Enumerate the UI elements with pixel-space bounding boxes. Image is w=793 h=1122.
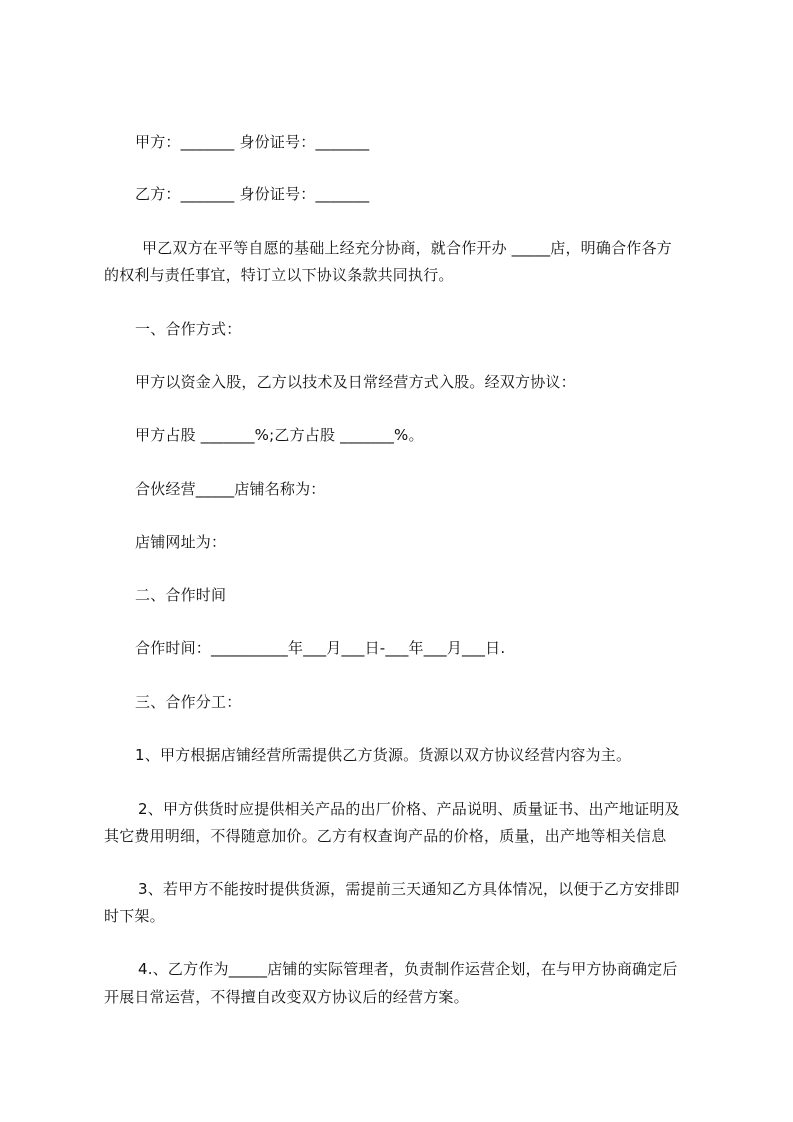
party-b-line: 乙方：_______ 身份证号：_______ (135, 185, 370, 203)
party-a-line: 甲方：_______ 身份证号：_______ (135, 133, 370, 151)
item-3-line-1: 3、若甲方不能按时提供货源，需提前三天通知乙方具体情况，以便于乙方安排即 (138, 880, 680, 898)
item-4-line-2: 开展日常运营，不得擅自改变双方协议后的经营方案。 (104, 988, 469, 1006)
intro-line-1: 甲乙双方在平等自愿的基础上经充分协商，就合作开办 _____店，明确合作各方 (142, 239, 672, 257)
item-2-line-1: 2、甲方供货时应提供相关产品的出厂价格、产品说明、质量证书、出产地证明及 (138, 800, 680, 818)
cooperation-period-line: 合作时间：__________年___月___日-___年___月___日. (135, 639, 506, 657)
item-3-line-2: 时下架。 (104, 907, 165, 925)
store-url-line: 店铺网址为： (135, 533, 227, 551)
item-2-line-2: 其它费用明细，不得随意加价。乙方有权查询产品的价格，质量，出产地等相关信息 (104, 827, 667, 845)
section-3-title: 三、合作分工： (135, 693, 242, 711)
item-1-line-1: 1、甲方根据店铺经营所需提供乙方货源。货源以双方协议经营内容为主。 (135, 746, 632, 764)
intro-line-2: 的权利与责任事宜，特订立以下协议条款共同执行。 (104, 266, 454, 284)
section-2-title: 二、合作时间 (135, 586, 227, 604)
store-name-line: 合伙经营_____店铺名称为： (135, 480, 326, 498)
section-1-paragraph: 甲方以资金入股，乙方以技术及日常经营方式入股。经双方协议： (135, 373, 576, 391)
shares-line: 甲方占股 _______%;乙方占股 _______%。 (135, 426, 424, 444)
item-4-line-1: 4.、乙方作为_____店铺的实际管理者，负责制作运营企划，在与甲方协商确定后 (138, 960, 678, 978)
section-1-title: 一、合作方式： (135, 320, 242, 338)
